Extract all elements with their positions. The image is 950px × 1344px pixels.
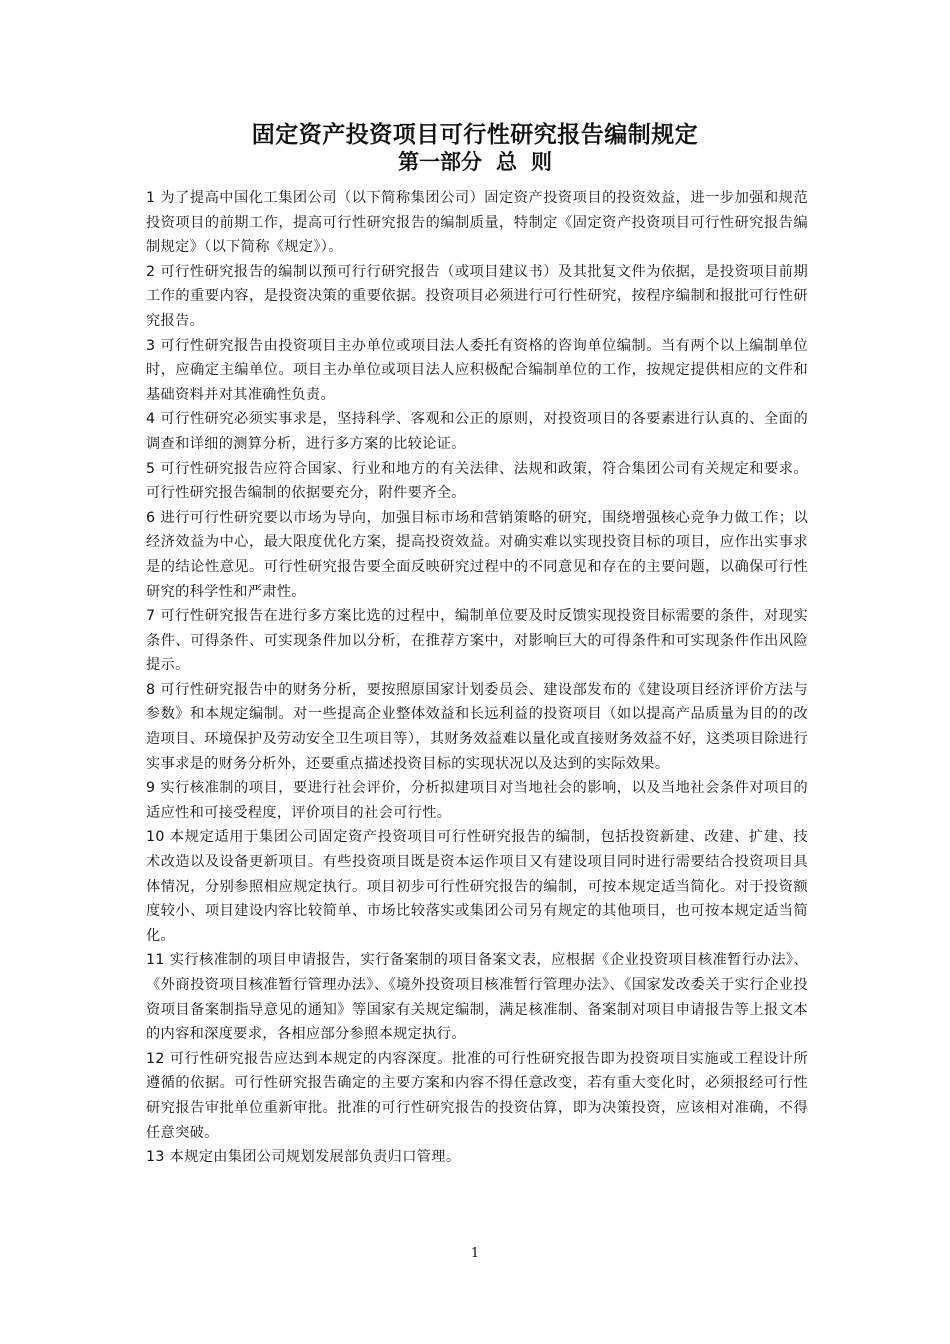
clause-paragraph: 1 为了提高中国化工集团公司（以下简称集团公司）固定资产投资项目的投资效益，进一步加强和规范投资项目的前期工作，提高可行性研究报告的编制质量，特制定《固定资产投资项目可行性研究报告编制规定》（以下简称《规定》）。	[146, 190, 808, 256]
clause-paragraph: 5 可行性研究报告应符合国家、行业和地方的有关法律、法规和政策，符合集团公司有关规定和要求。可行性研究报告编制的依据要充分，附件要齐全。	[146, 460, 808, 502]
document-title: 固定资产投资项目可行性研究报告编制规定	[251, 122, 699, 148]
section-heading-char-2: 则	[531, 150, 552, 174]
clause-paragraph: 10 本规定适用于集团公司固定资产投资项目可行性研究报告的编制，包括投资新建、改建、扩建、技术改造以及设备更新项目。有些投资项目既是资本运作项目又有建设项目同时进行需要结合投资项目具体情况，分别参照相应规定执行。项目初步可行性研究报告的编制，可按本规定适当简化。对于投资额度较小、项目建设内容比较简单、市场比较落实或集团公司另有规定的其他项目，也可按本规定适当简化。	[146, 829, 808, 944]
page-number: 1	[470, 1246, 480, 1261]
clause-paragraph: 9 实行核准制的项目，要进行社会评价，分析拟建项目对当地社会的影响，以及当地社会条件对项目的适应性和可接受程度，评价项目的社会可行性。	[146, 780, 808, 821]
document-body	[146, 186, 808, 1170]
section-heading-part: 第一部分	[398, 150, 482, 174]
section-heading	[0, 148, 950, 176]
clause-paragraph: 3 可行性研究报告由投资项目主办单位或项目法人委托有资格的咨询单位编制。当有两个以上编制单位时，应确定主编单位。项目主办单位或项目法人应积极配合编制单位的工作，按规定提供相应的文件和基础资料并对其准确性负责。	[146, 337, 808, 403]
clause-paragraph: 7 可行性研究报告在进行多方案比选的过程中，编制单位要及时反馈实现投资目标需要的条件，对现实条件、可得条件、可实现条件加以分析，在推荐方案中，对影响巨大的可得条件和可实现条件作出风险提示。	[146, 608, 808, 674]
clause-paragraph: 11 实行核准制的项目申请报告，实行备案制的项目备案文表，应根据《企业投资项目核准暂行办法》、《外商投资项目核准暂行管理办法》、《境外投资项目核准暂行管理办法》、《国家发改委关于实行企业投资项目备案制指导意见的通知》等国家有关规定编制，满足核准制、备案制对项目申请报告等上报文本的内容和深度要求，各相应部分参照本规定执行。	[146, 952, 808, 1043]
section-heading-char-1: 总	[496, 150, 517, 174]
clause-paragraph: 6 进行可行性研究要以市场为导向，加强目标市场和营销策略的研究，围绕增强核心竞争力做工作；以经济效益为中心，最大限度优化方案，提高投资效益。对确实难以实现投资目标的项目，应作出实事求是的结论性意见。可行性研究报告要全面反映研究过程中的不同意见和存在的主要问题，以确保可行性研究的科学性和严肃性。	[146, 509, 808, 600]
clause-paragraph: 8 可行性研究报告中的财务分析，要按照原国家计划委员会、建设部发布的《建设项目经济评价方法与参数》和本规定编制。对一些提高企业整体效益和长远利益的投资项目（如以提高产品质量为目的的改造项目、环境保护及劳动安全卫生项目等），其财务效益难以量化或直接财务效益不好，这类项目除进行实事求是的财务分析外，还要重点描述投资目标的实现状况以及达到的实际效果。	[146, 681, 808, 772]
clause-paragraph: 4 可行性研究必须实事求是，坚持科学、客观和公正的原则，对投资项目的各要素进行认真的、全面的调查和详细的测算分析，进行多方案的比较论证。	[146, 411, 808, 452]
clause-paragraph: 13 本规定由集团公司规划发展部负责归口管理。	[146, 1149, 461, 1166]
clause-paragraph: 2 可行性研究报告的编制以预可行行研究报告（或项目建议书）及其批复文件为依据，是投资项目前期工作的重要内容，是投资决策的重要依据。投资项目必须进行可行性研究，按程序编制和报批可行性研究报告。	[146, 263, 808, 329]
clause-paragraph: 12 可行性研究报告应达到本规定的内容深度。批准的可行性研究报告即为投资项目实施或工程设计所遵循的依据。可行性研究报告确定的主要方案和内容不得任意改变，若有重大变化时，必须报经可行性研究报告审批单位重新审批。批准的可行性研究报告的投资估算，即为决策投资，应该相对准确，不得任意突破。	[146, 1050, 808, 1141]
